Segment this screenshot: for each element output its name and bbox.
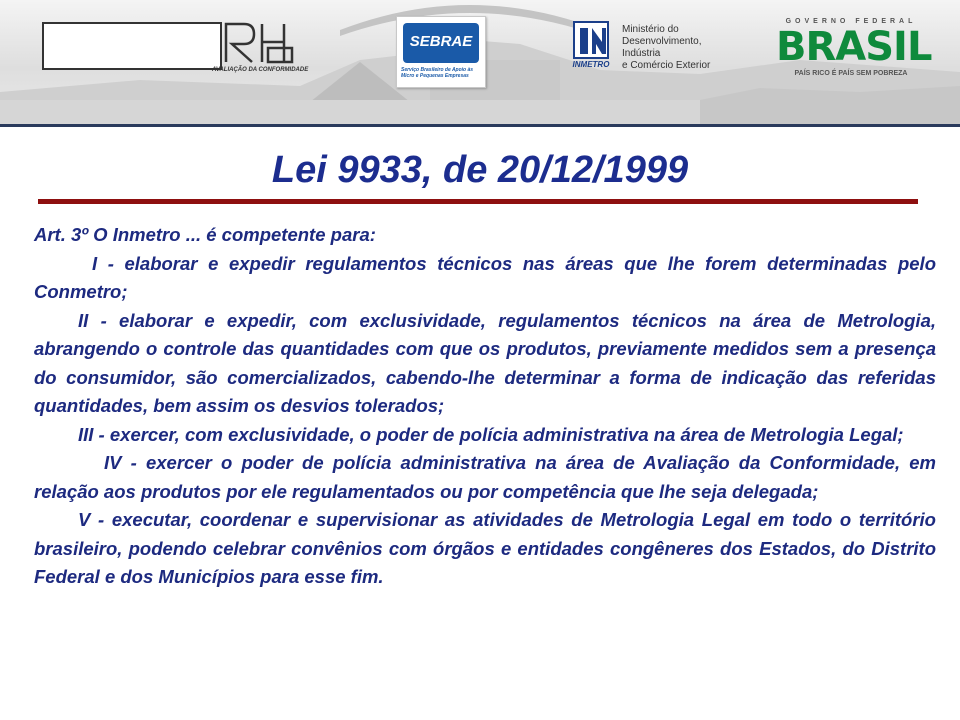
inmetro-logo: [566, 20, 736, 78]
page-title: Lei 9933, de 20/12/1999: [271, 149, 689, 191]
inmetro-symbol-icon: [570, 20, 612, 60]
sebrae-logo-caption: Serviço Brasileiro de Apoio às Micro e Pequenas Empresas: [401, 67, 474, 79]
sebrae-logo: [396, 16, 486, 88]
article-item-3: III - exercer, com exclusividade, o poder de polícia administrativa na área de Metrologia Legal;: [78, 423, 904, 445]
article-item-5: V - executar, coordenar e supervisionar as atividades de Metrologia Legal em todo o território brasileiro, podendo celebrar convênios com órgãos e entidades congêneres dos Estados, do Distrito Federal e dos Municípios para esse fim.: [34, 509, 936, 587]
header-banner: [0, 0, 960, 124]
brasil-logo: [776, 18, 932, 80]
brasil-logo-top: GOVERNO FEDERAL: [785, 18, 917, 25]
ministry-name: Ministério do Desenvolvimento, Indústria e Comércio Exterior: [622, 24, 711, 71]
sebrae-badge: [403, 23, 479, 63]
article-item-2: II - elaborar e expedir, com exclusividade, regulamentos técnicos na área de Metrologia, abrangendo o controle das quantidades com que os produtos, previamente medidos sem a presença do consumidor, são comercializados, cabendo-lhe determinar a forma de indicação das referidas quantidades, bem assim os desvios tolerados;: [34, 309, 936, 416]
rh-logo-caption: AVALIAÇÃO DA CONFORMIDADE: [212, 67, 309, 73]
article-body: [34, 221, 936, 592]
rh-logo-mark: [222, 18, 298, 66]
rh-logo-frame: [42, 22, 222, 70]
sebrae-logo-text: SEBRAE: [409, 33, 473, 50]
brasil-logo-slogan: PAÍS RICO É PAÍS SEM POBREZA: [794, 70, 908, 77]
article-intro: Art. 3º O Inmetro ... é competente para:: [34, 224, 376, 245]
brasil-logo-text: BRASIL: [776, 24, 932, 70]
title-underline: [38, 199, 918, 204]
inmetro-logo-text: INMETRO: [572, 60, 610, 69]
article-item-1: I - elaborar e expedir regulamentos técnicos nas áreas que lhe forem determinadas pelo Conmetro;: [34, 252, 936, 302]
article-item-4: IV - exercer o poder de polícia administrativa na área de Avaliação da Conformidade, em relação aos produtos por ele regulamentados ou por competência que lhe seja delegada;: [34, 452, 936, 502]
rh-logo: [42, 18, 309, 76]
banner-divider: [0, 124, 960, 127]
